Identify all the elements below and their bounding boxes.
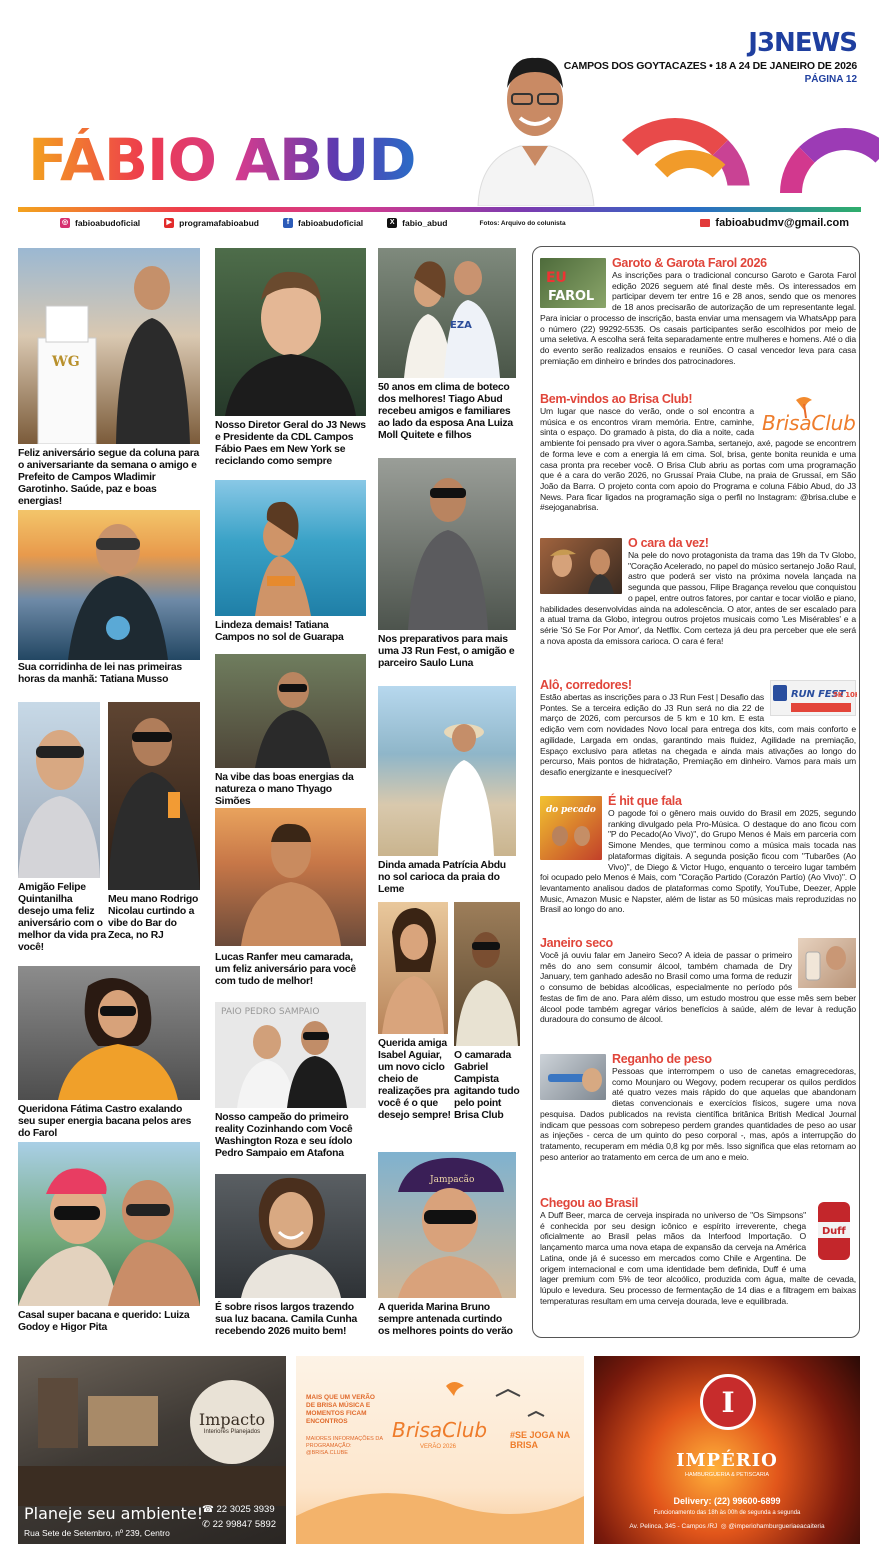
brisa-ad-brand: BrisaClub xyxy=(392,1418,488,1442)
news-item-duff xyxy=(540,1196,856,1306)
photo-patricia xyxy=(378,686,516,856)
news-item-reganho-peso xyxy=(540,1052,856,1162)
svg-text:do pecado: do pecado xyxy=(546,805,596,815)
svg-text:Duff: Duff xyxy=(822,1226,846,1237)
ad-brisa-club[interactable] xyxy=(296,1356,584,1544)
social-label: fabioabudoficial xyxy=(75,218,141,228)
social-label: fabio_abud xyxy=(402,218,448,228)
news-title: O cara da vez! xyxy=(628,536,709,550)
photo-gabriel xyxy=(454,902,520,1046)
page-number: PÁGINA 12 xyxy=(804,74,857,85)
caption: É sobre risos largos trazendo sua luz bacana. Camila Cunha recebendo 2026 muito bem! xyxy=(215,1302,357,1337)
photo-thyago xyxy=(215,654,366,768)
impacto-phones xyxy=(202,1504,276,1530)
youtube-icon: ▶ xyxy=(164,218,174,228)
caption: O camarada Gabriel Campista agitando tudo pelo point Brisa Club xyxy=(454,1050,520,1121)
news-body: O pagode foi o gênero mais ouvido do Brasil em 2025, segundo ranking divulgado pela Pro-Música. O destaque do ano ficou com "P do Pecado(Ao Vivo)", do Grupo Menos é Mais em parceria com Simone Mendes, que terminou como a música mais tocada nas plataformas digitais. A segunda posição ficou com "Tubarões (Ao Vivo)", de Diego & Victor Hugo, enquanto o terceiro lugar também foi ocupado pelo Menos é Mais, com "Coração Partido (Corazón Partío) (Ao Vivo)". O levantamento analisou dados de plataformas como Spotify, YouTube, Deezer, Apple Music, Amazon Music e Napster, além de listar as 50 músicas mais reproduzidas no Brasil ao longo do ano. xyxy=(540,808,856,915)
phone-text: 22 3025 3939 xyxy=(216,1504,275,1515)
imperio-instagram: @imperiohamburgueriaeacaiteria xyxy=(728,1523,825,1530)
social-facebook[interactable] xyxy=(283,218,363,228)
caption: Amigão Felipe Quintanilha desejo uma feliz aniversário com o melhor da vida pra você! xyxy=(18,882,106,953)
news-item-brisa-club xyxy=(540,392,856,513)
caption: Dinda amada Patrícia Abdu no sol carioca da praia do Leme xyxy=(378,860,506,895)
photo-felipe xyxy=(18,702,100,878)
caption: Queridona Fátima Castro exalando seu super energia bacana pelos ares do Farol xyxy=(18,1104,192,1139)
facebook-icon: f xyxy=(283,218,293,228)
caption: Nos preparativos para mais uma J3 Run Fest, o amigão e parceiro Saulo Luna xyxy=(378,634,515,669)
svg-text:RUN FEST: RUN FEST xyxy=(791,689,846,700)
svg-text:PAIO PEDRO SAMPAIO: PAIO PEDRO SAMPAIO xyxy=(221,1007,320,1017)
photo-saulo-luna xyxy=(378,458,516,630)
news-item-cara-da-vez xyxy=(540,536,856,646)
imperio-delivery: Delivery: (22) 99600-6899 xyxy=(673,1496,781,1506)
instagram-icon: ◎ xyxy=(61,219,69,226)
caption: Meu mano Rodrigo Nicolau curtindo a vibe do Bar do Zeca, no RJ xyxy=(108,894,199,941)
news-title: É hit que fala xyxy=(608,794,682,808)
caption: Na vibe das boas energias da natureza o mano Thyago Simões xyxy=(215,772,354,807)
columnist-photo xyxy=(460,38,610,206)
photo-tatiana-campos xyxy=(215,480,366,616)
news-body: Na pele do novo protagonista da trama das 19h da Tv Globo, "Coração Acelerado, no papel do músico sertanejo João Raul, astro que poderá ser visto na próxima novela lançada na segunda que passou, Filipe Bragança revelou que conquistou o papel, entre outros fatores, por cantar e tocar violão e piano, habilidades desenvolvidas ainda na adolescência. O ator, antes de ser escalado para a atual trama da Globo, integrou outros projetos musicais como 'Les Misérables' e a série 'Só Se For Por Amor', da Netflix. Com certeza já deu pra perceber que ele será a nova aposta da emissora carioca. O cara é fera! xyxy=(540,550,856,646)
phone-2: ✆ 22 99847 5892 xyxy=(202,1519,277,1530)
impacto-brand: Impacto xyxy=(198,1409,266,1429)
news-title: Janeiro seco xyxy=(540,936,613,950)
photo-wladimir xyxy=(18,248,200,444)
caption: Lindeza demais! Tatiana Campos no sol de Guarapa xyxy=(215,620,344,643)
news-body: Pessoas que interrompem o uso de canetas emagrecedoras, como Mounjaro ou Wegovy, podem recuperar os quilos perdidos até quatro vezes mais rápido do que aquelas que abandonam dietas convencionais e exercícios físicos, sugere uma nova pesquisa. Dados publicados na revista científica britânica British Medical Journal indicam que pessoas com sobrepeso perdem grandes quantidades de peso ao usar as injeções - cerca de um quinto do peso corporal -, mas, após a interrupção do tratamento, recuperam em média 0,8 kg por mês. Isso significa que elas retornam ao peso anterior ao tratamento em cerca de um ano e meio. xyxy=(540,1066,856,1162)
column-title: FÁBIO ABUD xyxy=(28,126,416,194)
farol-thumb xyxy=(540,258,606,308)
photo-tiago-abud xyxy=(378,248,516,378)
social-instagram[interactable] xyxy=(60,218,140,228)
photo-washington-pedro xyxy=(215,1002,366,1108)
photo-fabio-paes xyxy=(215,248,366,416)
edition-line: CAMPOS DOS GOYTACAZES • 18 A 24 DE JANEIRO DE 2026 xyxy=(563,60,857,72)
j3-run-fest-logo xyxy=(770,680,856,716)
photo-isabel xyxy=(378,902,448,1034)
ad-impacto[interactable] xyxy=(18,1356,286,1544)
news-title: Bem-vindos ao Brisa Club! xyxy=(540,392,693,406)
brisa-ad-tag: #SE JOGA NA BRISA xyxy=(510,1430,570,1450)
impacto-address: Rua Sete de Setembro, nº 239, Centro xyxy=(24,1528,170,1538)
brisa-ad-left-text: MAIS QUE UM VERÃO DE BRISA MÚSICA E MOMENTOS FICAM ENCONTROS xyxy=(306,1394,375,1425)
photo-tatiana-musso xyxy=(18,510,200,660)
filipe-braganca-thumb xyxy=(540,538,622,594)
imperio-hours: Funcionamento das 18h às 00h de segunda a segunda xyxy=(653,1510,801,1516)
header-rule xyxy=(18,207,861,212)
news-title: Garoto & Garota Farol 2026 xyxy=(612,256,767,270)
news-body: Um lugar que nasce do verão, onde o sol encontra a música e os encontros viram memória. Entre, caminhe, sinta o espaço. Do gramado à pista, do dia a noite, cada ambiente foi pensado pra viver o agora.Samba, sertanejo, axé, pagode se encontrem de forma leve e com a energia lá em cima. Sol, brisa, gente bonita reunida e uma casa pronta pra receber você. O Brisa Club abriu as portas com uma programação que é a cara do verão 2026, no Grussaí Praia Clube, na praia de Grussaí, em São João da Barra. O projeto conta com apoio do Programa e coluna Fábio Abud, do J3 News. Para ficar ligados na programação siga o perfil no Instagram: @brisa.clube e #sejoganabrisa. xyxy=(540,406,856,513)
photo-rodrigo xyxy=(108,702,200,890)
photo-camila xyxy=(215,1174,366,1298)
svg-text:Jampacão: Jampacão xyxy=(430,1175,475,1185)
photo-lucas-ranfer xyxy=(215,808,366,946)
news-item-garoto-farol xyxy=(540,256,856,366)
news-body: As inscrições para o tradicional concurso Garoto e Garota Farol edição 2026 seguem até final deste mês. Os interessados em participar devem ter entre 16 e 28 anos, sendo que os menores de 18 anos precisarão de autorização de um representante legal. Para iniciar o processo de inscrição, basta enviar uma mensagem via WhatsApp para o número (22) 99292-5535. Os casais participantes serão escolhidos por meio de uma seletiva. A escolha será feita separadamente entre mulheres e homens. Até o dia do evento serão realizados ensaios e reuniões. O casal vencedor leva para casa premiação em dinheiro e brindes dos patrocinadores. xyxy=(540,270,856,366)
news-title: Alô, corredores! xyxy=(540,678,632,692)
caption: A querida Marina Bruno sempre antenada curtindo os melhores points do verão xyxy=(378,1302,513,1337)
caneta-thumb xyxy=(540,1054,606,1100)
email-text: fabioabudmv@gmail.com xyxy=(715,217,849,229)
ad-imperio[interactable] xyxy=(594,1356,860,1544)
social-label: programafabioabud xyxy=(179,218,259,228)
news-body: A Duff Beer, marca de cerveja inspirada no universo de "Os Simpsons" é conhecida por seu design icônico e espírito irreverente, chega oficialmente ao Brasil pelas mãos da Interfood Importação. O lançamento marca uma nova etapa de expansão da cerveja na América Latina, onde já é sucesso em mercados como Chile e Argentina. De origem internacional e com uma identidade bem definida, Duff é uma lager premium com 5% de teor alcoólico, produzida com água, malte de cevada, lúpulo e levedura. Seu processo de fermentação de 14 dias e a filtragem em baixas temperaturas resultam em uma cerveja dourada, leve e equilibrada. xyxy=(540,1210,856,1306)
instagram-icon: ◎ xyxy=(720,1523,727,1530)
photos-credit: Fotos: Arquivo do colunista xyxy=(479,219,566,227)
photo-marina xyxy=(378,1152,516,1298)
menos-e-mais-thumb xyxy=(540,796,602,860)
svg-text:EU: EU xyxy=(546,270,567,286)
photo-fatima xyxy=(18,966,200,1100)
svg-text:WG: WG xyxy=(52,354,80,370)
duff-can-thumb xyxy=(812,1198,856,1264)
imperio-crest-icon: I xyxy=(700,1374,756,1430)
social-x[interactable] xyxy=(387,218,447,228)
caption: Querida amiga Isabel Aguiar, um novo ciclo cheio de realizações pra você é o que desejo sempre! xyxy=(378,1038,451,1121)
brisa-ad-sub: VERÃO 2026 xyxy=(420,1444,457,1450)
logo-arc-orange xyxy=(640,150,740,250)
x-icon: X xyxy=(387,218,397,228)
brisa-club-logo xyxy=(760,394,856,436)
phone-1: ☎ 22 3025 3939 xyxy=(202,1504,275,1515)
news-item-corredores xyxy=(540,678,856,778)
contact-email[interactable] xyxy=(700,217,849,229)
svg-text:BrisaClub: BrisaClub xyxy=(762,411,856,435)
impacto-logo xyxy=(190,1380,274,1464)
caption: Lucas Ranfer meu camarada, um feliz aniversário para você com tudo de melhor! xyxy=(215,952,356,987)
imperio-footer xyxy=(594,1522,860,1530)
impacto-slogan: Planeje seu ambiente! xyxy=(24,1504,204,1523)
caption: Nosso campeão do primeiro reality Cozinhando com Você Washington Roza e seu ídolo Pedro Sampaio em Atafona xyxy=(215,1112,353,1159)
news-item-hit xyxy=(540,794,856,915)
j3news-logo: J3NEWS xyxy=(748,28,857,58)
impacto-sub: Interiores Planejados xyxy=(203,1428,261,1435)
caption: Sua corridinha de lei nas primeiras horas da manhã: Tatiana Musso xyxy=(18,662,182,685)
news-body: Você já ouviu falar em Janeiro Seco? A ideia de passar o primeiro mês do ano sem consumir álcool, também chamada de Dry January, tem ganhado adesão no Brasil como uma forma de reduzir o consumo de bebidas alcoólicas, especialmente no período pós festas de fim de ano. Para além disso, um estudo mostrou que esse mês sem beber álcool pode também agregar vários benefícios à saúde, além de levar à redução duradoura do consumo de álcool. xyxy=(540,950,856,1025)
caption: 50 anos em clima de boteco dos melhores! Tiago Abud recebeu amigos e familiares ao lado da esposa Ana Luiza Moll Quitete e filhos xyxy=(378,382,513,441)
social-youtube[interactable] xyxy=(164,218,259,228)
social-links xyxy=(60,218,566,228)
mail-icon xyxy=(700,219,710,227)
imperio-brand: IMPÉRIO xyxy=(676,1450,778,1471)
caption: Feliz aniversário segue da coluna para o aniversariante da semana o amigo e Prefeito de Campos Wladimir Garotinho. Saúde, paz e boas energias! xyxy=(18,448,200,507)
svg-text:FAROL: FAROL xyxy=(548,289,595,304)
news-body: Estão abertas as inscrições para o J3 Run Fest | Desafio das Pontes. Se a terceira edição do J3 Run será no dia 22 de março de 2026, com percursos de 5 km e 10 km. E esta edição vem com novidades Novo local para entrega dos kits, com mais conforto e agilidade, Largada em ondas, garantindo mais fluidez, Agilidade na premiação, Espaço exclusivo para atletas na chegada e ainda mais ativações ao longo do percurso, Mais pontos de hidratação, Premiação em dinheiro. Vamos para mais um desafio energizante e inesquecível? xyxy=(540,692,856,777)
news-title: Chegou ao Brasil xyxy=(540,1196,638,1210)
brisa-ad-more: MAIORES INFORMAÇÕES DA PROGRAMAÇÃO: @BRISA.CLUBE xyxy=(306,1436,383,1456)
social-label: fabioabudoficial xyxy=(297,218,364,228)
phone-text: 22 99847 5892 xyxy=(212,1519,277,1530)
caption: Nosso Diretor Geral do J3 News e Presidente da CDL Campos Fábio Paes em New York se reciclando como sempre xyxy=(215,420,366,467)
svg-text:5K 10K: 5K 10 xyxy=(833,691,855,699)
photo-luiza-higor xyxy=(18,1142,200,1306)
news-item-janeiro-seco xyxy=(540,936,856,1025)
news-title: Reganho de peso xyxy=(612,1052,712,1066)
janeiro-seco-thumb xyxy=(798,938,856,988)
logo-arc-purple xyxy=(780,128,879,258)
svg-text:EZA: EZA xyxy=(450,320,472,331)
imperio-address: Av. Pelinca, 345 - Campos /RJ xyxy=(629,1523,718,1530)
caption: Casal super bacana e querido: Luiza Godoy e Higor Pita xyxy=(18,1310,190,1333)
imperio-sub: HAMBURGUERIA & PETISCARIA xyxy=(684,1472,770,1478)
